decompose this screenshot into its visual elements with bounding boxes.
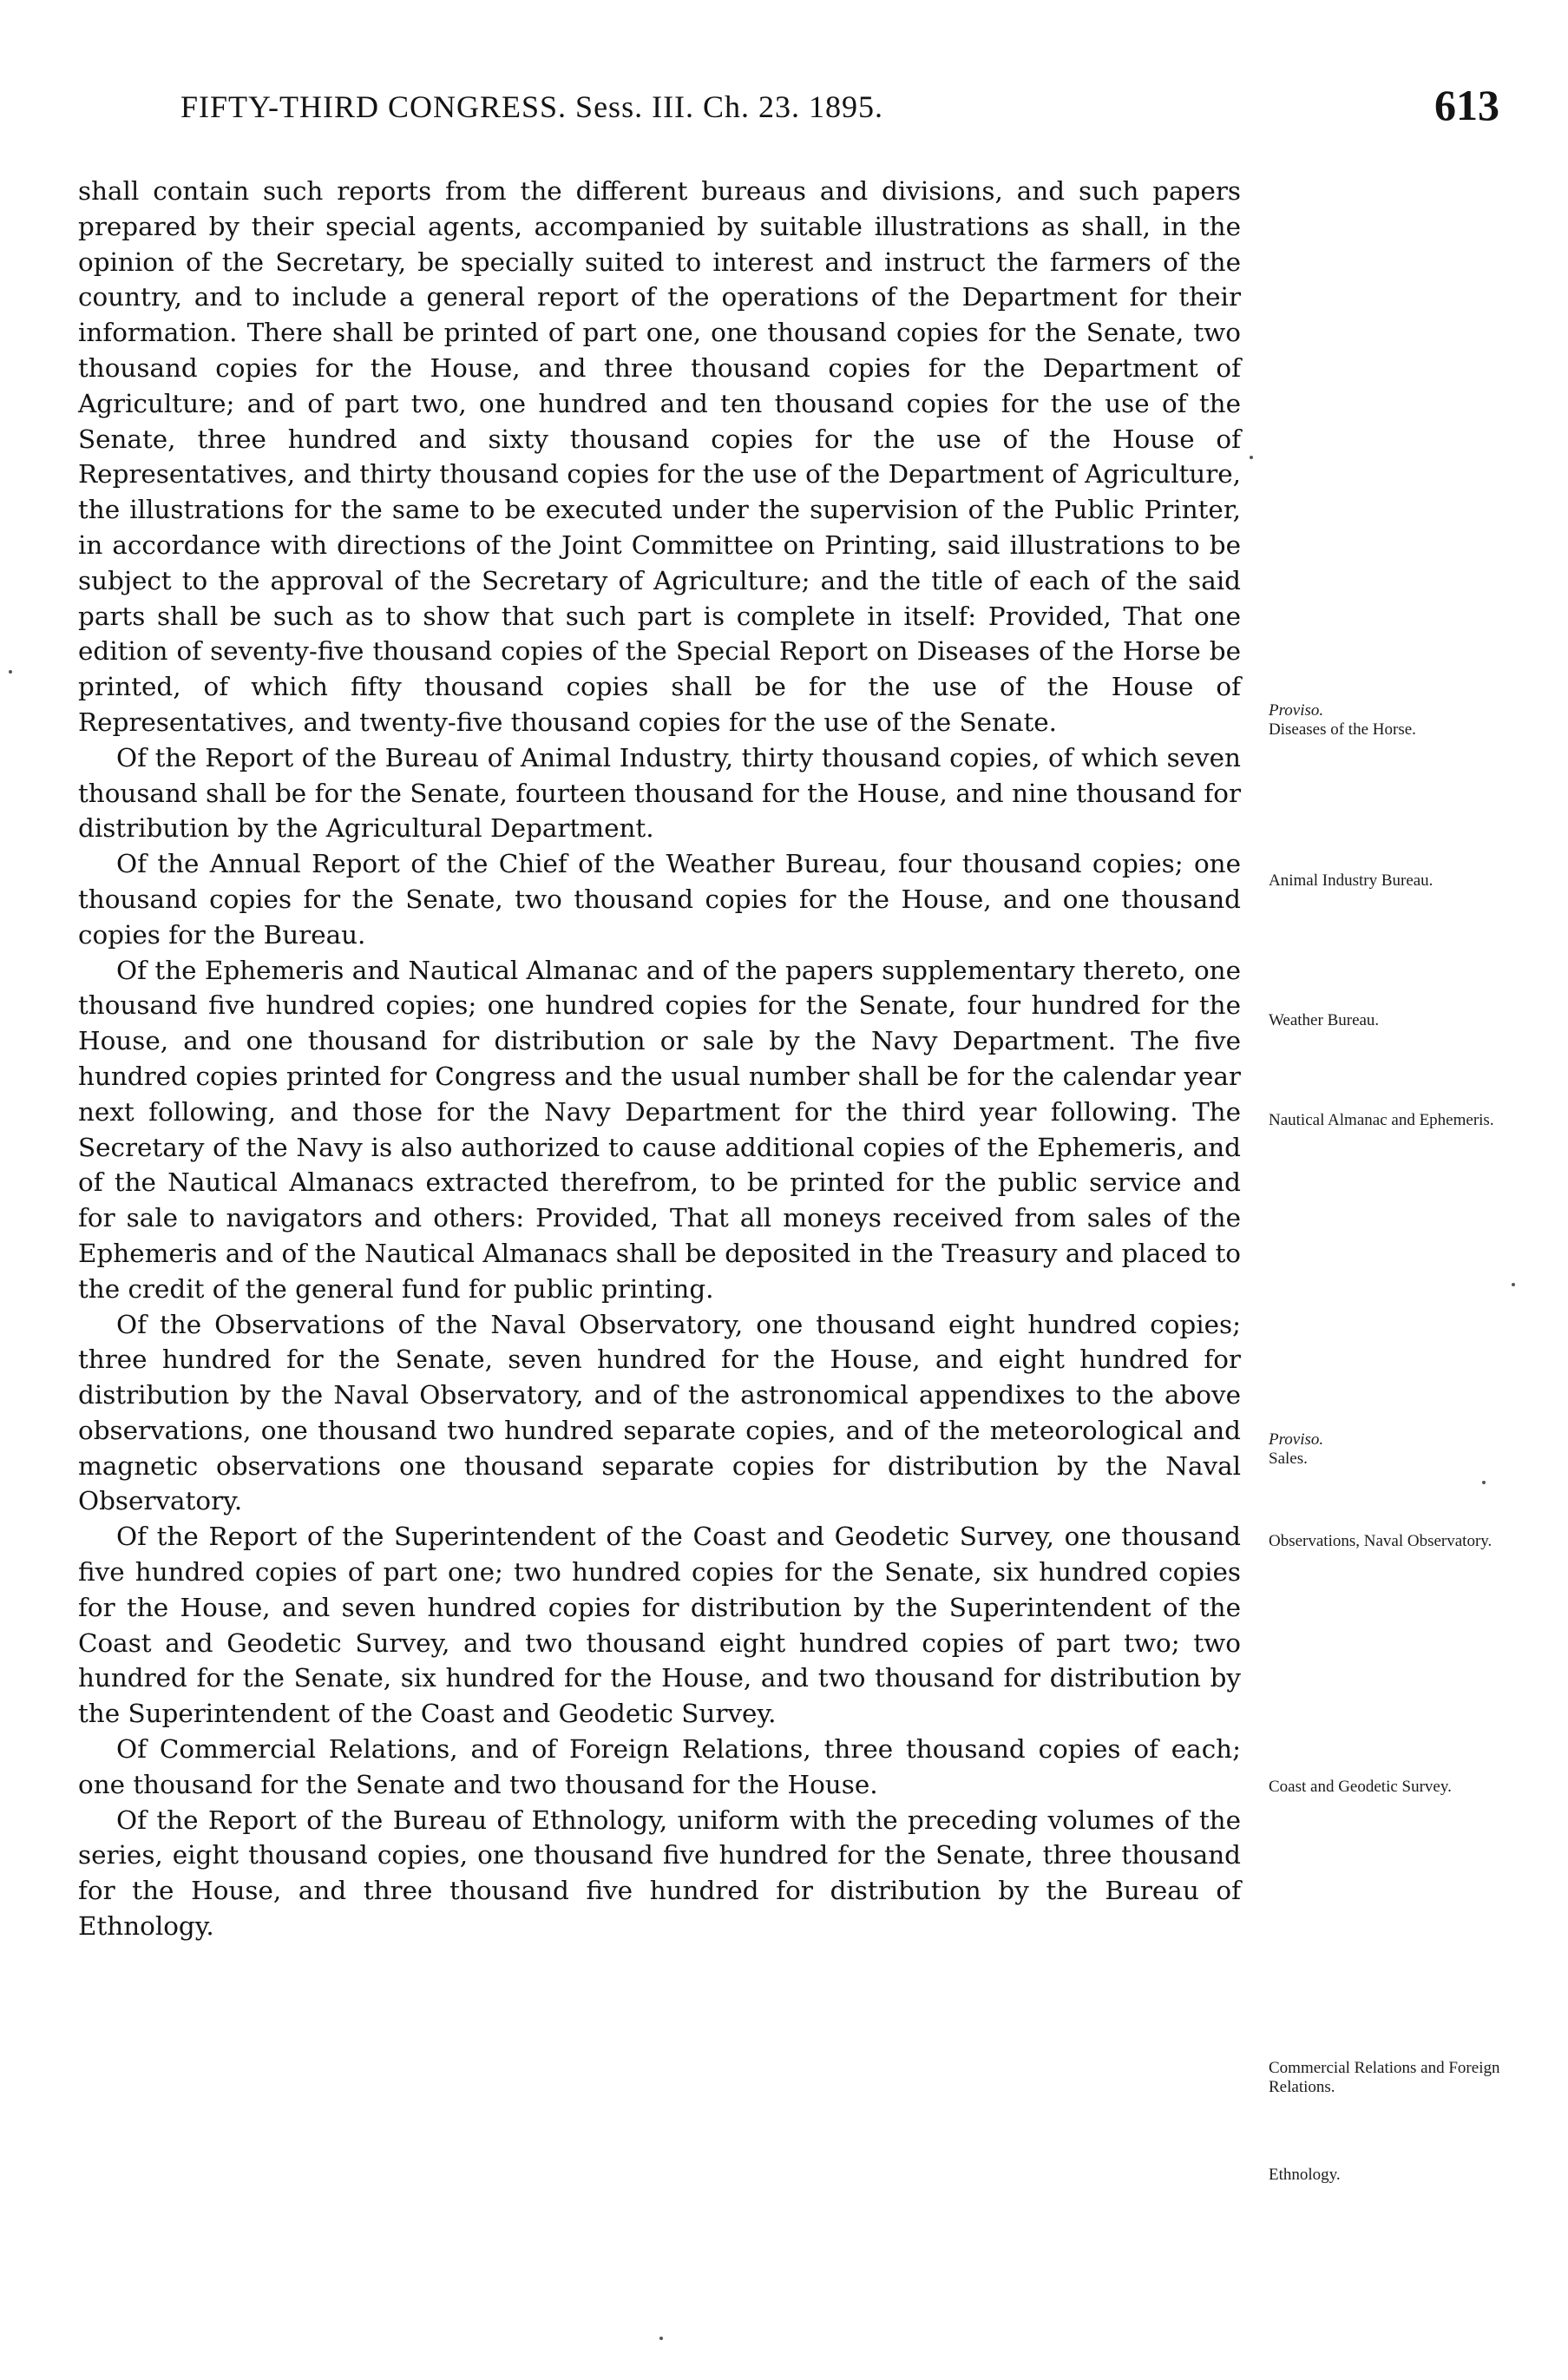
paragraph-naval-observatory: Of the Observations of the Naval Observatory, one thousand eight hundred copies; three hundred for the Senate, seven hundred for the House, and eight hundred for distribution by the Naval Observatory, and of the astronomical appendixes to the above observations, one thousand two hundred separate copies, and of the meteorological and magnetic observations one thousand separate copies for distribution by the Naval Observatory. [78, 1309, 1241, 1516]
margin-note-proviso-sales [1269, 1430, 1512, 1469]
paragraph-nautical-almanac: Of the Ephemeris and Nautical Almanac and of the papers supplementary thereto, one thousand five hundred copies; one hundred copies for the Senate, four hundred for the House, and one thousand for distribution or sale by the Navy Department. The five hundred copies printed for Congress and the usual number shall be for the calendar year next following, and those for the Navy Department for the third year following. The Secretary of the Navy is also authorized to cause additional copies of the Ephemeris, and of the Nautical Almanacs extracted therefrom, to be printed for the public service and for sale to navigators and others: Provided, That all moneys received from sales of the Ephemeris and of the Nautical Almanacs shall be deposited in the Treasury and placed to the credit of the general fund for public printing. [78, 955, 1241, 1304]
margin-note-commercial-relations [1269, 2059, 1512, 2097]
ink-speck [659, 2337, 663, 2340]
margin-note-proviso-horse [1269, 701, 1512, 740]
paragraph-animal-industry: Of the Report of the Bureau of Animal Industry, thirty thousand copies, of which seven thousand shall be for the Senate, fourteen thousand for the House, and nine thousand for distribution by the Agricultural Department. [78, 742, 1241, 844]
body-text [78, 174, 1241, 1944]
ink-speck [1482, 1481, 1486, 1484]
paragraph-coast-geodetic: Of the Report of the Superintendent of the Coast and Geodetic Survey, one thousand five hundred copies of part one; two hundred copies for the Senate, six hundred copies for the House, and seven hundred copies for distribution by the Superintendent of the Coast and Geodetic Survey, and two thousand eight hundred copies of part two; two hundred for the Senate, six hundred for the House, and two thousand for distribution by the Superintendent of the Coast and Geodetic Survey. [78, 1522, 1241, 1729]
ink-speck [1512, 1283, 1515, 1286]
margin-note-text: Coast and Geodetic Survey. [1269, 1778, 1452, 1796]
running-head [76, 80, 1499, 141]
margin-note-naval-observatory [1269, 1532, 1512, 1551]
running-title: FIFTY-THIRD CONGRESS. Sess. III. Ch. 23. 1895. [180, 89, 884, 124]
margin-note-text: Commercial Relations and Foreign Relations. [1269, 2059, 1500, 2096]
margin-note-animal-industry [1269, 871, 1512, 891]
margin-note-text: Observations, Naval Observatory. [1269, 1532, 1493, 1550]
margin-note-text: Nautical Almanac and Ephemeris. [1269, 1111, 1494, 1129]
paragraph-agriculture-report: shall contain such reports from the different bureaus and divisions, and such papers prepared by their special agents, accompanied by suitable illustrations as shall, in the opinion of the Secretary, be specially suited to interest and instruct the farmers of the country, and to include a general report of the operations of the Department for their information. There shall be printed of part one, one thousand copies for the Senate, two thousand copies for the House, and three thousand copies for the Department of Agriculture; and of part two, one hundred and ten thousand copies for the use of the Senate, three hundred and sixty thousand copies for the use of the House of Representatives, and thirty thousand copies for the use of the Department of Agriculture, the illustrations for the same to be executed under the supervision of the Public Printer, in accordance with directions of the Joint Committee on Printing, said illustrations to be subject to the approval of the Secretary of Agriculture; and the title of each of the said parts shall be such as to show that such part is complete in itself: Provided, That one edition of seventy-five thousand copies of the Special Report on Diseases of the Horse be printed, of which fifty thousand copies shall be for the use of the House of Representatives, and twenty-five thousand copies for the use of the Senate. [78, 176, 1241, 737]
margin-note-text: Animal Industry Bureau. [1269, 871, 1434, 890]
margin-note-text: Diseases of the Horse. [1269, 720, 1416, 739]
margin-note-label: Proviso. [1269, 701, 1324, 720]
margin-note-label: Proviso. [1269, 1430, 1324, 1449]
margin-note-ethnology [1269, 2166, 1512, 2185]
page-number: 613 [1434, 81, 1499, 129]
ink-speck [1250, 456, 1253, 459]
margin-note-text: Sales. [1269, 1450, 1308, 1468]
margin-note-coast-geodetic [1269, 1778, 1512, 1797]
paragraph-weather-bureau: Of the Annual Report of the Chief of the Weather Bureau, four thousand copies; one thousand copies for the Senate, two thousand copies for the House, and one thousand copies for the Bureau. [78, 849, 1241, 950]
margin-note-text: Weather Bureau. [1269, 1011, 1380, 1029]
ink-speck [9, 670, 12, 674]
margin-note-weather-bureau [1269, 1011, 1512, 1030]
margin-note-text: Ethnology. [1269, 2166, 1341, 2184]
paragraph-ethnology: Of the Report of the Bureau of Ethnology, uniform with the preceding volumes of the series, eight thousand copies, one thousand five hundred for the Senate, three thousand for the House, and three thousand five hundred for distribution by the Bureau of Ethnology. [78, 1805, 1241, 1942]
paragraph-commercial-relations: Of Commercial Relations, and of Foreign Relations, three thousand copies of each; one thousand for the Senate and two thousand for the House. [78, 1734, 1241, 1799]
margin-note-nautical-almanac [1269, 1111, 1512, 1130]
